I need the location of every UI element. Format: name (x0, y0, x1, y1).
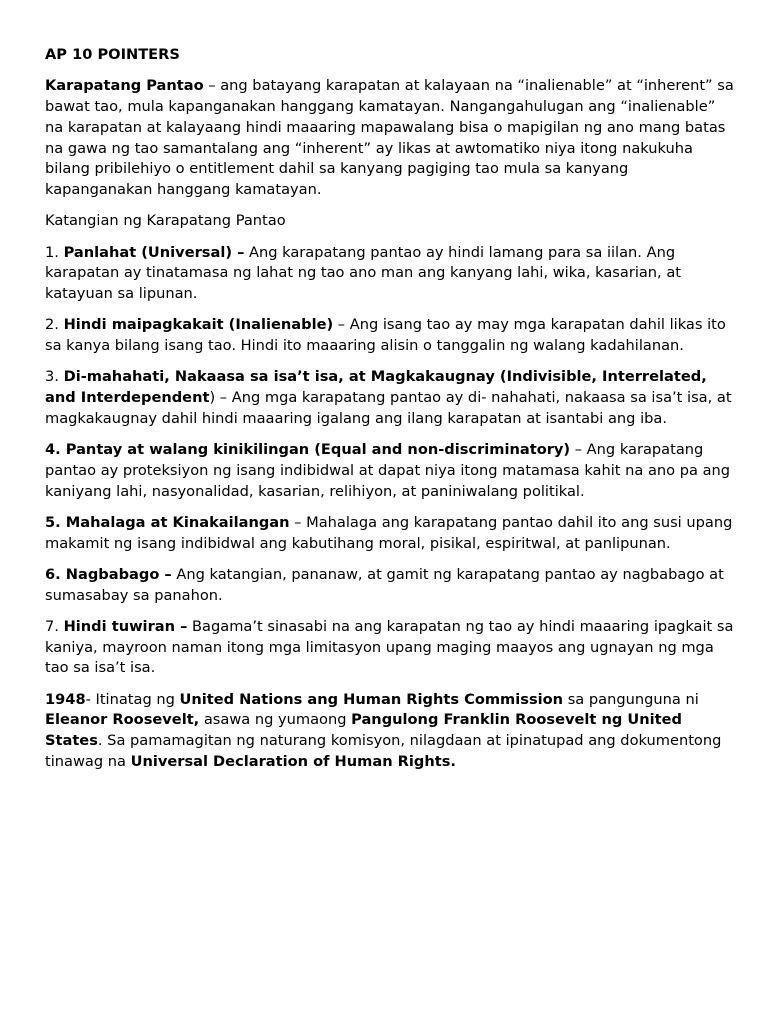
item-term: Di-mahahati, Nakaasa sa isa’t isa, at Magkakaugnay (Indivisible, Interrelated, and Interdependent (45, 368, 707, 407)
intro-paragraph (45, 76, 735, 201)
item-number: 7. (45, 617, 64, 635)
item-text: ) – Ang mga karapatang pantao ay di- nahahati, nakaasa sa isa’t isa, at magkakaugnay dahil hindi maaaring igalang ang ilang karapatan at isantabi ang iba. (45, 389, 732, 427)
item-term: Hindi maipagkakait (Inalienable) (63, 316, 334, 334)
closing-document: Universal Declaration of Human Rights. (130, 753, 456, 771)
item-text: – Mahalaga ang karapatang pantao dahil ito ang susi upang makamit ng isang indibidwal ang kabutihang moral, pisikal, espiritwal, at panlipunan. (45, 513, 733, 552)
closing-paragraph (45, 690, 735, 773)
list-item (45, 315, 735, 357)
item-text: Ang karapatang pantao ay hindi lamang para sa iilan. Ang karapatan ay tinatamasa ng lahat ng tao ano man ang kanyang lahi, wika, kasarian, at katayuan sa lipunan. (45, 243, 682, 303)
closing-person: Eleanor Roosevelt, (45, 711, 200, 729)
intro-text: – ang batayang karapatan at kalayaan na “inalienable” at “inherent” sa bawat tao, mula kapanganakan hanggang kamatayan. Nangangahulugan ang “inalienable” na karapatan at kalayaang hindi maaaring mapawalang bisa o mapigilan ng ano mang batas na gawa ng tao samantalang ang “inherent” ay likas at awtomatiko niya itong nakukuha bilang pribilehiyo o entitlement dahil sa kanyang pagiging tao mula sa kanyang kapanganakan hanggang kamatayan. (45, 77, 734, 199)
list-item (45, 565, 735, 607)
item-number: 3. (45, 368, 64, 386)
list-item (45, 243, 735, 305)
item-number: 2. (45, 316, 64, 334)
item-text: Bagama’t sinasabi na ang karapatan ng tao ay hindi maaaring ipagkait sa kaniya, mayroon naman itong mga limitasyon upang maging maayos ang ugnayan ng mga tao sa isa’t isa. (45, 617, 734, 677)
document-title-text: AP 10 POINTERS (45, 46, 180, 63)
document-page (45, 45, 735, 783)
closing-text-3: asawa ng yumaong (199, 711, 352, 729)
closing-president: Pangulong Franklin Roosevelt ng United States (45, 711, 682, 750)
subheading: Katangian ng Karapatang Pantao (45, 212, 286, 230)
closing-org: United Nations ang Human Rights Commission (179, 690, 564, 708)
item-number: 1. (45, 243, 64, 261)
item-term: Hindi tuwiran – (63, 617, 188, 635)
item-term: 5. Mahalaga at Kinakailangan (45, 513, 290, 531)
list-item (45, 440, 735, 502)
document-title (45, 45, 735, 66)
item-text: – Ang karapatang pantao ay proteksiyon ng isang indibidwal at dapat niya itong matamasa kahit na ano pa ang kaniyang lahi, nasyonalidad, kasarian, relihiyon, at paniniwalang politikal. (45, 441, 731, 500)
closing-text-2: sa pangunguna ni (563, 690, 699, 708)
item-term: Panlahat (Universal) – (63, 243, 245, 261)
list-item (45, 367, 735, 429)
closing-text-4: . Sa pamamagitan ng naturang komisyon, nilagdaan at ipinatupad ang dokumentong tinawag na (45, 732, 722, 771)
item-text: – Ang isang tao ay may mga karapatan dahil likas ito sa kanya bilang isang tao. Hindi ito maaaring alisin o tanggalin ng walang kadahilanan. (45, 316, 726, 355)
item-term: 6. Nagbabago – (45, 565, 172, 583)
item-text: Ang katangian, pananaw, at gamit ng karapatang pantao ay nagbabago at sumasabay sa panahon. (45, 565, 724, 604)
list-item (45, 617, 735, 679)
intro-term: Karapatang Pantao (45, 77, 204, 95)
item-term: 4. Pantay at walang kinikilingan (Equal and non-discriminatory) (45, 441, 571, 459)
closing-text-1: - Itinatag ng (85, 690, 180, 708)
list-item (45, 513, 735, 555)
closing-year: 1948 (45, 690, 86, 708)
